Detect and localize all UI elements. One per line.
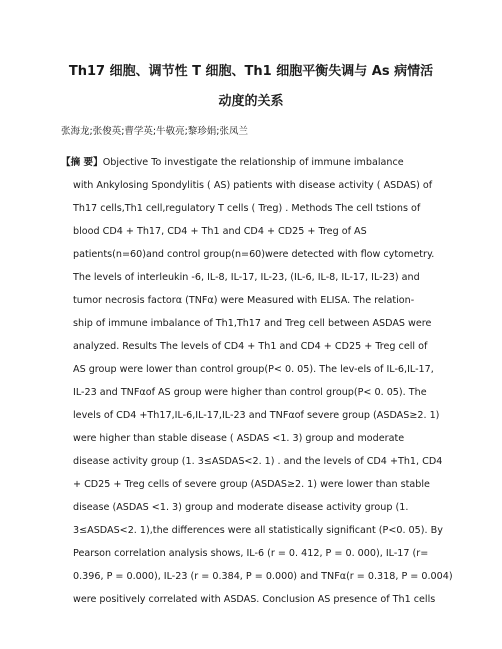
abstract-line: were positively correlated with ASDAS. Conclusion AS presence of Th1 cells xyxy=(73,594,436,605)
abstract-line: patients(n=60)and control group(n=60)were detected with flow cytometry. xyxy=(73,249,435,260)
title-line-1: Th17 细胞、调节性 T 细胞、Th1 细胞平衡失调与 As 病情活 xyxy=(68,64,434,79)
abstract-line: Th17 cells,Th1 cell,regulatory T cells ( Treg) . Methods The cell tstions of xyxy=(73,203,421,214)
abstract-line xyxy=(61,157,404,169)
abstract-line: disease activity group (1. 3≤ASDAS<2. 1) . and the levels of CD4 +Th1, CD4 xyxy=(73,456,443,467)
abstract-line: 3≤ASDAS<2. 1),the differences were all statistically significant (P<0. 05). By xyxy=(73,525,443,536)
abstract-line: + CD25 + Treg cells of severe group (ASDAS≥2. 1) were lower than stable xyxy=(73,479,430,490)
abstract-line: IL-23 and TNFαof AS group were higher than control group(P< 0. 05). The xyxy=(73,387,427,398)
abstract-line: 0.396, P = 0.000), IL-23 (r = 0.384, P = 0.000) and TNFα(r = 0.318, P = 0.004) xyxy=(73,571,453,582)
abstract-line: analyzed. Results The levels of CD4 + Th1 and CD4 + CD25 + Treg cell of xyxy=(73,341,428,352)
abstract-line: The levels of interleukin -6, IL-8, IL-17, IL-23, (IL-6, IL-8, IL-17, IL-23) and xyxy=(73,272,420,283)
abstract-line: AS group were lower than control group(P< 0. 05). The lev-els of IL-6,IL-17, xyxy=(73,364,434,375)
abstract-line: levels of CD4 +Th17,IL-6,IL-17,IL-23 and TNFαof severe group (ASDAS≥2. 1) xyxy=(73,410,440,421)
abstract-line: ship of immune imbalance of Th1,Th17 and Treg cell between ASDAS were xyxy=(73,318,432,329)
abstract-line: were higher than stable disease ( ASDAS <1. 3) group and moderate xyxy=(73,433,405,444)
abstract-line: blood CD4 + Th17, CD4 + Th1 and CD4 + CD25 + Treg of AS xyxy=(73,226,367,237)
abstract-line: disease (ASDAS <1. 3) group and moderate disease activity group (1. xyxy=(73,502,409,513)
abstract-label: 【摘 要】 xyxy=(61,157,103,168)
title-line-2: 动度的关系 xyxy=(218,94,284,109)
author-list: 张海龙;张俊英;曹学英;牛敬亮;黎珍娟;张凤兰 xyxy=(61,126,249,137)
abstract-line: Pearson correlation analysis shows, IL-6 (r = 0. 412, P = 0. 000), IL-17 (r= xyxy=(73,548,429,559)
abstract-text: Objective To investigate the relationship of immune imbalance xyxy=(102,157,404,168)
abstract-line: tumor necrosis factorα (TNFα) were Measured with ELISA. The relation- xyxy=(73,295,415,306)
abstract-line: with Ankylosing Spondylitis ( AS) patients with disease activity ( ASDAS) of xyxy=(73,180,433,191)
